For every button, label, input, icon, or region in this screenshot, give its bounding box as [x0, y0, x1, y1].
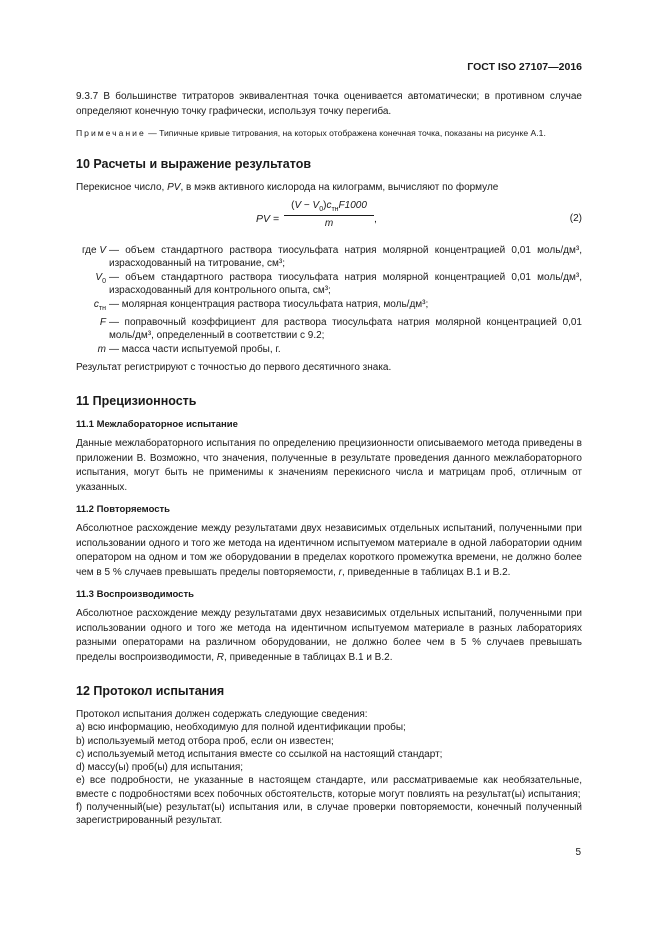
definition-item: m — масса части испытуемой пробы, г.: [97, 343, 281, 355]
list-item: e) все подробности, не указанные в настоящем стандарте, или рассматриваемые как необязательные, вместе с подробностями всех побочных обстоятельств, которые могут повлиять на результат(ы) испытания;: [76, 775, 582, 800]
page-number: 5: [575, 847, 581, 858]
page-content: [76, 90, 582, 828]
note: [76, 127, 582, 140]
section-12-title: 12 Протокол испытания: [76, 684, 225, 698]
list-item: c) используемый метод испытания вместе со ссылкой на настоящий стандарт;: [76, 748, 443, 760]
note-text: — Типичные кривые титрования, на которых отображена конечная точка, показаны на рисунке А.1.: [145, 128, 546, 138]
list-item: b) используемый метод отбора проб, если он известен;: [76, 735, 334, 747]
note-label: Примечание: [76, 128, 146, 138]
formula-number: (2): [569, 212, 582, 224]
section-11-1-title: 11.1 Межлабораторное испытание: [76, 419, 238, 430]
section-11-title: 11 Прецизионность: [76, 394, 197, 408]
definition-item: $V_0$ — объем стандартного раствора тиосульфата натрия молярной концентрацией 0,01 моль/дм³, израсходованный для контрольного опыта, см³;: [95, 271, 582, 296]
definition-item: где V — объем стандартного раствора тиосульфата натрия молярной концентрацией 0,01 моль/дм³, израсходованный на титрование, см³;: [81, 244, 582, 269]
standard-header: ГОСТ ISO 27107—2016: [467, 61, 582, 73]
section-10-intro: Перекисное число, PV, в мэкв активного кислорода на килограмм, вычисляют по формуле: [76, 182, 499, 193]
formula-numerator: $(V - V_0)c_{тн}F1000$: [284, 200, 374, 216]
report-items: [76, 708, 582, 828]
section-11-2-title: 11.2 Повторяемость: [76, 504, 171, 515]
section-10-title: 10 Расчеты и выражение результатов: [76, 157, 312, 171]
definition-item: $c_{тн}$ — молярная концентрация раствора тиосульфата натрия, моль/дм³;: [93, 298, 429, 312]
paragraph-9-3-7: 9.3.7 В большинстве титраторов эквивалентная точка оценивается автоматически; в противном случае определяют конечную точку графически, используя точку перегиба.: [76, 91, 582, 117]
section-11-3-title: 11.3 Воспроизводимость: [76, 589, 194, 600]
section-11-1-text: Данные межлабораторного испытания по определению прецизионности описываемого метода приведены в приложении В. Возможно, что значения, полученные в результате проведения данного межлабораторного испытания, могут быть не применимы к значениям перекисного числа и матрицам проб, отличным от указанных.: [76, 438, 582, 493]
section-11-3-text: Абсолютное расхождение между результатами двух независимых отдельных испытаний, полученными при использовании одного и того же метода на идентичном испытуемом материале в разных лабораториях разными операторами на различном оборудовании, не должно более чем в 5 % случаев превышать пределы воспроизводимости, R, приведенные в таблицах В.1 и В.2.: [76, 608, 582, 663]
list-item: f) полученный(ые) результат(ы) испытания или, в случае проверки повторяемости, конечный полученный зарегистрированный результат.: [76, 802, 582, 827]
formula-fraction: [284, 200, 374, 229]
section-11-2-text: Абсолютное расхождение между результатами двух независимых отдельных испытаний, полученными при использовании одного и того же метода на идентичном испытуемом материале в одной лаборатории одним оператором на одном и том же оборудовании в пределах короткого промежутка времени, не должно более чем в 5 % случаев превышать пределы повторяемости, r, приведенные в таблицах В.1 и В.2.: [76, 523, 582, 578]
result-precision: Результат регистрируют с точностью до первого десятичного знака.: [76, 361, 392, 373]
formula-denominator: m: [324, 217, 334, 229]
list-item: d) массу(ы) проб(ы) для испытания;: [76, 762, 244, 774]
definition-item: F — поправочный коэффициент для раствора тиосульфата натрия молярной концентрацией 0,01 моль/дм³, определенный в соответствии с 9.2;: [99, 316, 582, 341]
formula-2: PV = $(V - V_0)c_{тн}F1000$ m , (2): [256, 199, 582, 229]
formula-lhs: PV =: [256, 212, 280, 225]
report-intro: Протокол испытания должен содержать следующие сведения:: [76, 709, 368, 720]
formula-definitions: [51, 244, 582, 360]
list-item: a) всю информацию, необходимую для полной идентификации пробы;: [76, 722, 406, 734]
